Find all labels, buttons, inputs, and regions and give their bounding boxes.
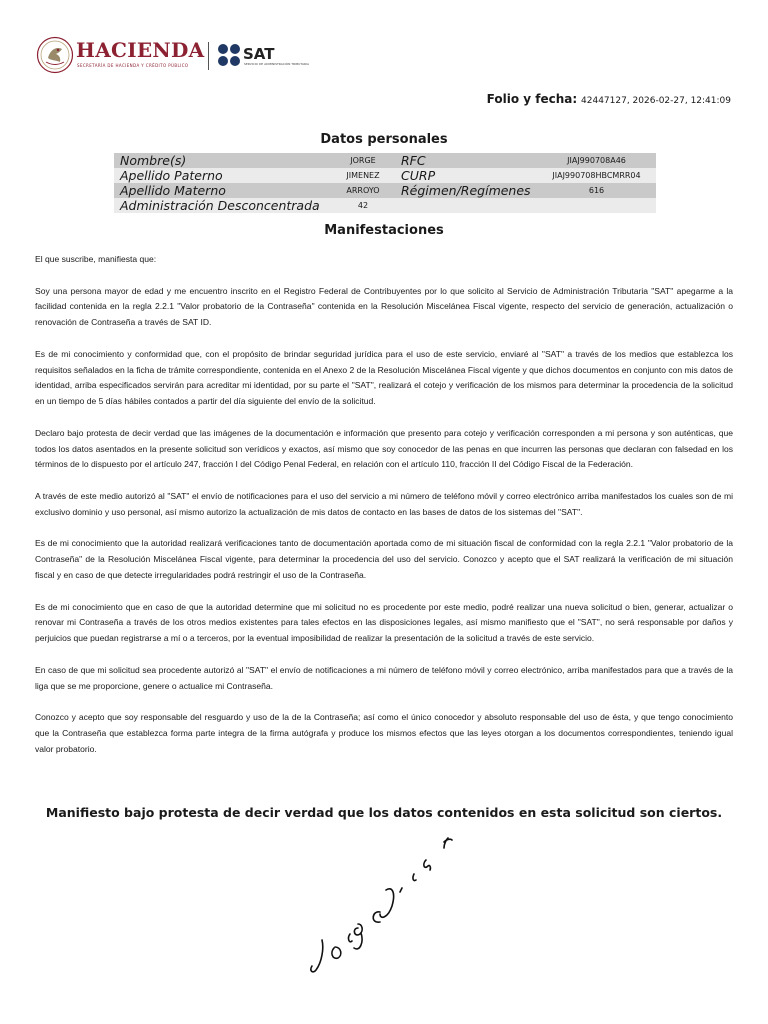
protest-statement: Manifiesto bajo protesta de decir verdad que los datos contenidos en esta solicitud son ciertos. <box>45 805 723 820</box>
rfc-value: JIAJ990708A46 <box>537 153 656 168</box>
regimen-label: Régimen/Regímenes <box>395 183 537 198</box>
folio-label: Folio y fecha: <box>486 92 578 106</box>
paragraph: Es de mi conocimiento que la autoridad realizará verificaciones tanto de documentación aportada como de mi situación fiscal de conformidad con la regla 2.2.1 "Valor probatorio de la Contraseña" de la Resolución Miscelánea Fiscal vigente, para determinar la procedencia del uso del servicio. Conozco y acepto que el SAT realizará la verificación de mi situación fiscal y en caso de que detecte irregularidades podrá restringir el uso de la Contraseña. <box>35 538 733 580</box>
manifestaciones-title: Manifestaciones <box>324 223 444 238</box>
nombre-value: JORGE <box>331 153 395 168</box>
paragraph: Soy una persona mayor de edad y me encuentro inscrito en el Registro Federal de Contribuyentes por lo que solicito al Servicio de Administración Tributaria "SAT" apegarme a la facilidad contenida en la regla 2.2.1 "Valor probatorio de la Contraseña" contenida en la Resolución Miscelánea Fiscal vigente, respecto del servicio de generación, actualización o renovación de Contraseña a través de SAT ID. <box>35 285 733 328</box>
apellido-paterno-label: Apellido Paterno <box>114 168 331 183</box>
paragraph: Declaro bajo protesta de decir verdad que las imágenes de la documentación e información que presento para cotejo y verificación corresponden a mi persona y son auténticas, que todos los datos asentados en la presente solicitud son verídicos y exactos, así mismo que soy conocedor de las penas en que incurren las personas que declaran con falsedad en los términos de lo dispuesto por el artículo 247, fracción I del Código Penal Federal, en relación con el artículo 110, fracción II del Código Fiscal de la Federación. <box>35 427 733 470</box>
mexican-eagle-seal-icon <box>36 36 74 74</box>
manifestaciones-body <box>35 252 733 773</box>
paragraph: A través de este medio autorizó al "SAT" el envío de notificaciones para el uso del servicio a mi número de teléfono móvil y correo electrónico arriba manifestados los cuales son de mi exclusivo dominio y uso personal, así mismo autorizo la actualización de mis datos de contacto en las bases de datos de los sistemas del "SAT". <box>35 490 733 517</box>
hacienda-logo-text: HACIENDA <box>76 38 205 62</box>
apellido-paterno-value: JIMENEZ <box>331 168 395 183</box>
table-row <box>114 183 656 198</box>
sat-logo-text: SAT <box>243 45 275 63</box>
personal-data-table <box>114 153 656 213</box>
paragraph: Conozco y acepto que soy responsable del resguardo y uso de la de la Contraseña; así como el único conocedor y absoluto responsable del uso de ésta, y que tengo conocimiento que la Contraseña que establezca forma parte integra de la firma autógrafa y produce los mismos efectos que las leyes otorgan a los documentos correspondientes, teniendo igual valor probatorio. <box>35 712 733 754</box>
rfc-label: RFC <box>395 153 537 168</box>
datos-personales-title: Datos personales <box>320 132 448 147</box>
administracion-value: 42 <box>331 198 395 213</box>
curp-value: JIAJ990708HBCMRR04 <box>537 168 656 183</box>
administracion-label: Administración Desconcentrada <box>114 198 331 213</box>
logo-divider <box>208 42 209 70</box>
handwritten-signature <box>300 820 470 990</box>
folio-value: 42447127, 2026-02-27, 12:41:09 <box>581 96 731 106</box>
paragraph: Es de mi conocimiento que en caso de que la autoridad determine que mi solicitud no es procedente por este medio, podré realizar una nueva solicitud o bien, generar, actualizar o renovar mi Contraseña a través de los otros medios existentes para tales efectos en las disposiciones legales, así mismo manifiesto que el "SAT", no será responsable por daños y perjuicios que puedan registrarse a mí o a terceros, por la eventual imposibilidad de realizar la presentación de la solicitud a través de este servicio. <box>35 601 733 644</box>
sat-logo-subtitle: SERVICIO DE ADMINISTRACIÓN TRIBUTARIA <box>244 62 310 66</box>
regimen-value: 616 <box>537 183 656 198</box>
empty-label <box>395 198 537 213</box>
table-row <box>114 198 656 213</box>
apellido-materno-value: ARROYO <box>331 183 395 198</box>
nombre-label: Nombre(s) <box>114 153 331 168</box>
table-row <box>114 153 656 168</box>
apellido-materno-label: Apellido Materno <box>114 183 331 198</box>
empty-value <box>537 198 656 213</box>
folio-line <box>487 92 731 106</box>
paragraph: En caso de que mi solicitud sea procedente autorizó al "SAT" el envío de notificaciones a mi número de teléfono móvil y correo electrónico, arriba manifestados para que a través de la liga que se me proporcione, genere o actualice mi Contraseña. <box>35 664 733 691</box>
table-row <box>114 168 656 183</box>
page-header <box>36 36 356 76</box>
sat-logo-icon <box>217 43 241 67</box>
paragraph: El que suscribe, manifiesta que: <box>35 254 157 264</box>
paragraph: Es de mi conocimiento y conformidad que, con el propósito de brindar seguridad jurídica para el uso de este servicio, enviaré al "SAT" a través de los medios que establezca los requisitos señalados en la ficha de trámite correspondiente, contenida en el Anexo 2 de la Resolución Miscelánea Fiscal vigente y que dichos documentos en conjunto con mis datos de identidad, arriba especificados servirán para acreditar mi identidad, por su parte el "SAT", realizará el cotejo y verificación de los mismos para determinar la procedencia de la solicitud en un tiempo de 5 días hábiles contados a partir del día siguiente del envío de la solicitud. <box>35 348 733 407</box>
hacienda-logo-subtitle: SECRETARÍA DE HACIENDA Y CRÉDITO PÚBLICO <box>77 63 189 68</box>
curp-label: CURP <box>395 168 537 183</box>
